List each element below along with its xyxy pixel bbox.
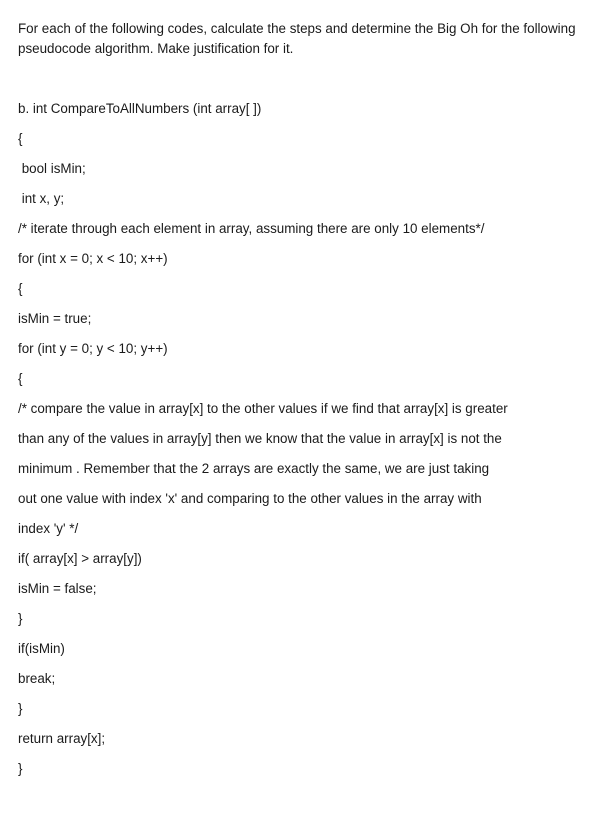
- code-line: {: [18, 281, 23, 296]
- code-line: int x, y;: [18, 191, 65, 206]
- code-line: if(isMin): [18, 641, 65, 656]
- code-line: }: [18, 611, 23, 626]
- code-line: for (int y = 0; y < 10; y++): [18, 341, 168, 356]
- code-line: }: [18, 701, 23, 716]
- code-line: minimum . Remember that the 2 arrays are exactly the same, we are just taking: [18, 461, 490, 476]
- code-line: }: [18, 761, 23, 776]
- code-line: if( array[x] > array[y]): [18, 551, 142, 566]
- code-line: for (int x = 0; x < 10; x++): [18, 251, 168, 266]
- code-line: isMin = false;: [18, 581, 97, 596]
- code-line: isMin = true;: [18, 311, 92, 326]
- code-line: out one value with index 'x' and comparing to the other values in the array with: [18, 491, 482, 506]
- code-line: break;: [18, 671, 56, 686]
- code-line: /* iterate through each element in array, assuming there are only 10 elements*/: [18, 221, 485, 236]
- code-line: return array[x];: [18, 731, 106, 746]
- code-line: than any of the values in array[y] then we know that the value in array[x] is not the: [18, 431, 502, 446]
- code-line: b. int CompareToAllNumbers (int array[ ]): [18, 101, 262, 116]
- code-line: index 'y' */: [18, 521, 79, 536]
- question-intro: For each of the following codes, calculate the steps and determine the Big Oh for the following pseudocode algorithm. Make justification for it.: [18, 21, 576, 56]
- pseudocode-block: [18, 99, 590, 789]
- code-line: {: [18, 371, 23, 386]
- code-line: /* compare the value in array[x] to the other values if we find that array[x] is greater: [18, 401, 508, 416]
- code-line: {: [18, 131, 23, 146]
- code-line: bool isMin;: [18, 161, 86, 176]
